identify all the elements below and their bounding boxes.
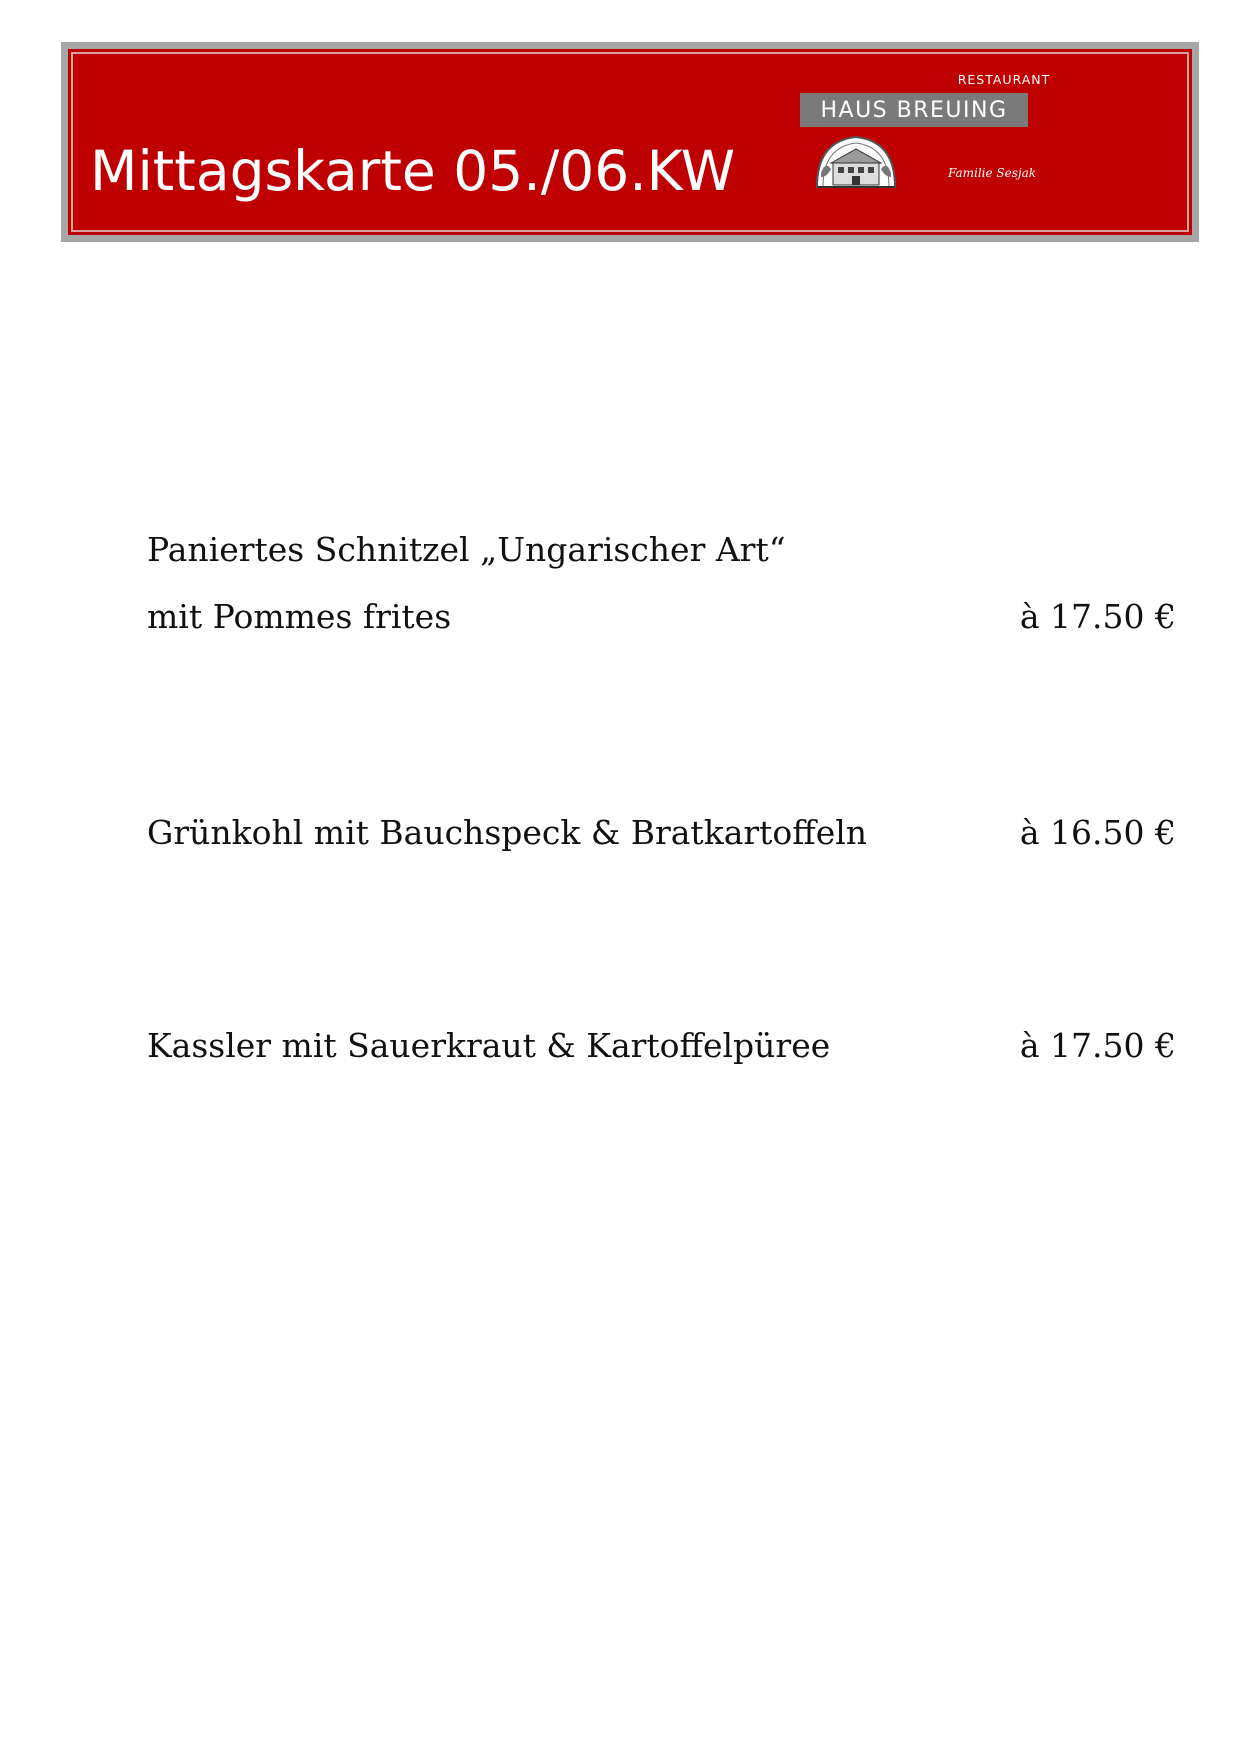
menu-item-price: à 17.50 € bbox=[1019, 597, 1176, 636]
header-banner bbox=[61, 42, 1199, 242]
menu-item-price: à 17.50 € bbox=[1019, 1026, 1176, 1065]
logo-signature bbox=[928, 161, 1056, 183]
menu-item-line bbox=[147, 530, 1176, 569]
menu-item-name: Paniertes Schnitzel „Ungarischer Art“ bbox=[147, 530, 786, 569]
menu-item bbox=[147, 813, 1176, 852]
menu-item-name: Kassler mit Sauerkraut & Kartoffelpüree bbox=[147, 1026, 831, 1065]
menu-item-name: Grünkohl mit Bauchspeck & Bratkartoffeln bbox=[147, 813, 868, 852]
menu-item-price: à 16.50 € bbox=[1019, 813, 1176, 852]
banner-red-panel bbox=[68, 49, 1192, 235]
page-title: Mittagskarte 05./06.KW bbox=[90, 139, 736, 203]
house-emblem-icon bbox=[813, 133, 899, 189]
logo-plate bbox=[800, 93, 1028, 127]
menu-item-name-continued: mit Pommes frites bbox=[147, 597, 452, 636]
menu-item-line bbox=[147, 1026, 1176, 1065]
logo-kicker: RESTAURANT bbox=[957, 72, 1051, 87]
menu-item bbox=[147, 1026, 1176, 1065]
restaurant-name: HAUS BREUING bbox=[820, 97, 1008, 123]
menu-item bbox=[147, 530, 1176, 636]
menu-item-line bbox=[147, 597, 1176, 636]
menu-item-line bbox=[147, 813, 1176, 852]
svg-text:Familie Sesjak: Familie Sesjak bbox=[947, 166, 1037, 180]
